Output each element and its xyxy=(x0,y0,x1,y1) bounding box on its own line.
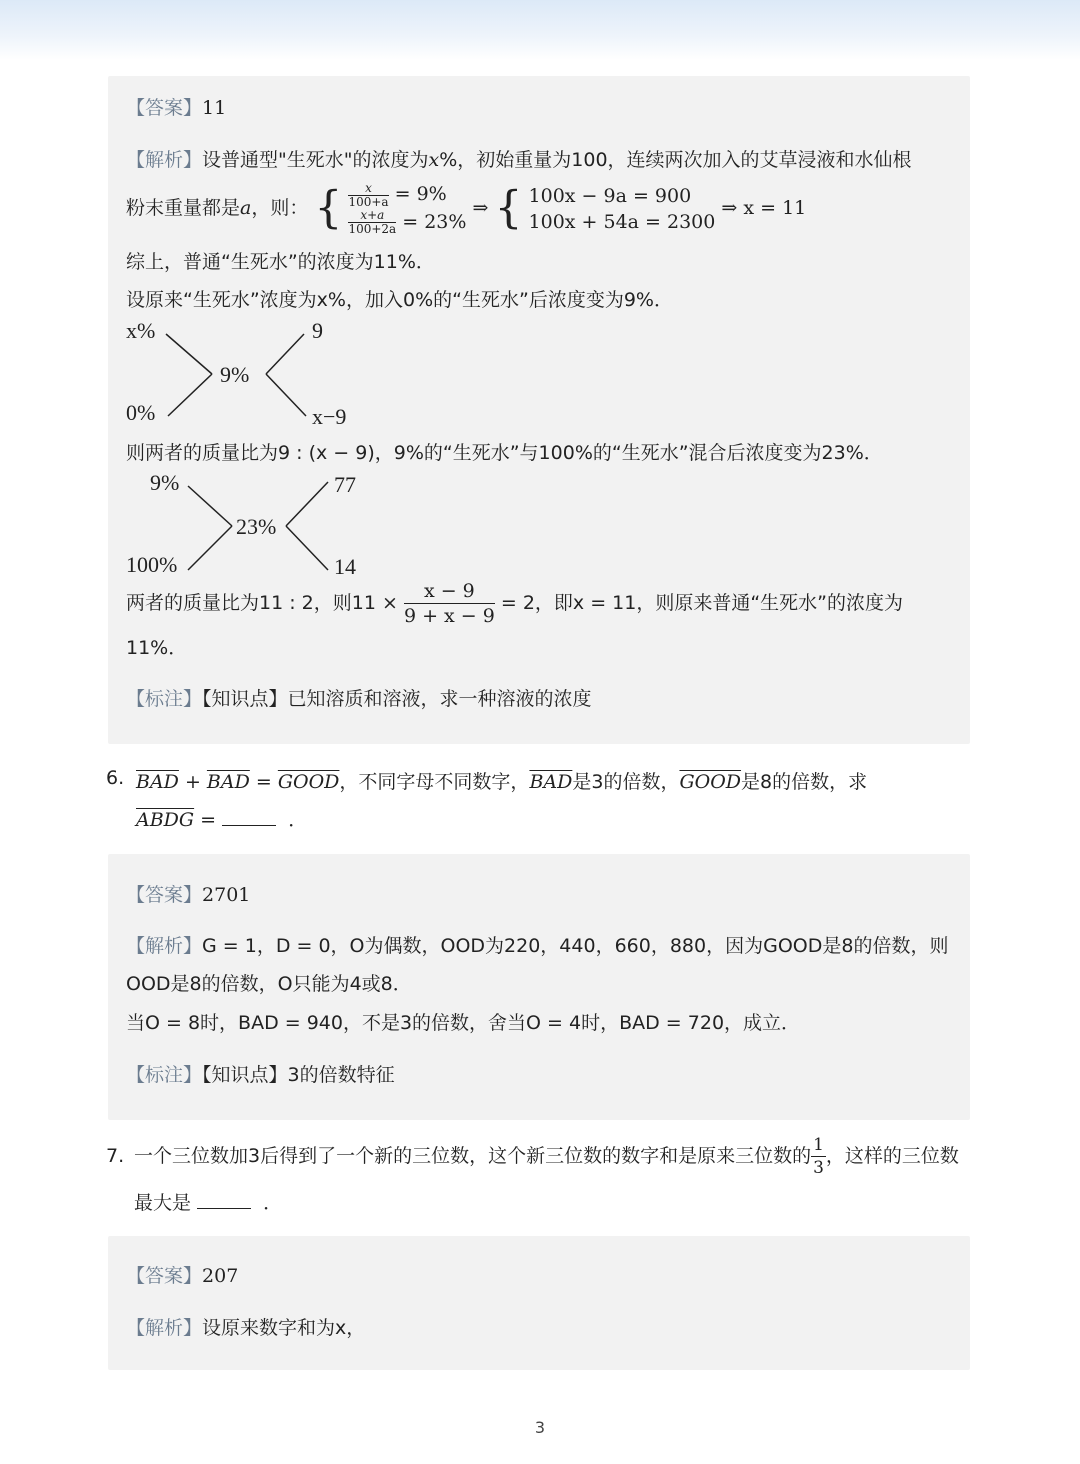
analysis-line-1: 【解析】设普通型"生死水"的浓度为x%，初始重量为100，连续两次加入的艾草浸液和水仙根 xyxy=(126,149,912,171)
question-6-line-1: $\overline{BAD} + \overline{BAD}$ = GOOD，不同字母不同数字，$\overline{BAD}$是3的倍数，GOOD是8的倍数，求 xyxy=(136,771,868,793)
note-line-5: 【标注】【知识点】已知溶质和溶液，求一种溶液的浓度 xyxy=(126,688,592,710)
cross1-middle: 9% xyxy=(220,362,250,387)
cross2-top-right: 77 xyxy=(334,472,356,497)
analysis-line-4: 设原来“生死水”浓度为x%，加入0%的“生死水”后浓度变为9%． xyxy=(126,289,673,311)
cross2-bottom-left: 100% xyxy=(126,552,178,577)
note-tag: 【标注】 xyxy=(126,688,203,710)
question-7-line-1: 一个三位数加3后得到了一个新的三位数，这个新三位数的数字和是原来三位数的 $\frac{1}{3}$ ，这样的三位数 xyxy=(134,1135,959,1178)
cross2-middle: 23% xyxy=(236,514,277,539)
answer-blank[interactable] xyxy=(222,807,276,826)
analysis-line-6-2: OOD是8的倍数，O只能为4或8． xyxy=(126,973,412,995)
cross1-top-right: 9 xyxy=(312,318,323,343)
analysis-line-7-1: 【解析】设原来数字和为x， xyxy=(126,1317,366,1339)
cross-diagram-2 xyxy=(120,468,380,582)
analysis-line-6: 两者的质量比为11 : 2，则11 × $\frac{x - 9}{9 + x - 9}$ = 2，即x = 11，则原来普通“生死水”的浓度为 xyxy=(126,580,904,627)
answer-value: 11 xyxy=(202,97,227,119)
cross1-top-left: x% xyxy=(126,318,156,343)
question-7-number: 7. xyxy=(106,1145,125,1167)
question-6-line-2: ABDG = ． xyxy=(136,809,308,831)
cross2-top-left: 9% xyxy=(150,470,180,495)
equation-system-2: 100x − 9a = 900 100x + 54a = 2300 xyxy=(528,184,716,233)
answer-blank[interactable] xyxy=(197,1190,251,1209)
analysis-line-7: 11%． xyxy=(126,637,188,659)
analysis-line-2: 粉末重量都是a，则： { $\frac{x}{100+a}$ = 9% $\frac{x+a}{100+2a}$ = 23% ⇒ { 100x − 9a = 900 100x + 54a = 2300 ⇒ x = 11 xyxy=(126,180,807,236)
header-band xyxy=(0,0,1080,60)
note-line-6: 【标注】【知识点】3的倍数特征 xyxy=(126,1064,395,1086)
analysis-tag: 【解析】 xyxy=(126,149,203,171)
analysis-line-6-1: 【解析】G = 1，D = 0，O为偶数，OOD为220，440，660，880，因为GOOD是8的倍数，则 xyxy=(126,935,949,957)
answer-value: 2701 xyxy=(202,884,251,906)
answer-line-7: 【答案】207 xyxy=(126,1265,239,1287)
question-7-line-2: 最大是 ． xyxy=(134,1192,283,1214)
analysis-line-5: 则两者的质量比为9 : (x − 9)，9%的“生死水”与100%的“生死水”混合后浓度变为23%． xyxy=(126,442,883,464)
equation-system-1: $\frac{x}{100+a}$ = 9% $\frac{x+a}{100+2a}$ = 23% xyxy=(348,180,467,236)
answer-value: 207 xyxy=(202,1265,239,1287)
cross2-bottom-right: 14 xyxy=(334,554,356,579)
question-6-number: 6. xyxy=(106,767,125,789)
cross1-bottom-right: x−9 xyxy=(312,404,347,429)
answer-tag: 【答案】 xyxy=(126,97,203,119)
analysis-line-6-3: 当O = 8时，BAD = 940，不是3的倍数，舍当O = 4时，BAD = 720，成立． xyxy=(126,1012,801,1034)
answer-line-5 xyxy=(126,96,226,120)
page-number: 3 xyxy=(534,1418,546,1437)
cross1-bottom-left: 0% xyxy=(126,400,156,425)
solution-box-7 xyxy=(108,1236,970,1370)
answer-line-6: 【答案】2701 xyxy=(126,884,251,906)
analysis-line-3: 综上，普通“生死水”的浓度为11%． xyxy=(126,251,435,273)
cross-diagram-1 xyxy=(120,316,380,430)
